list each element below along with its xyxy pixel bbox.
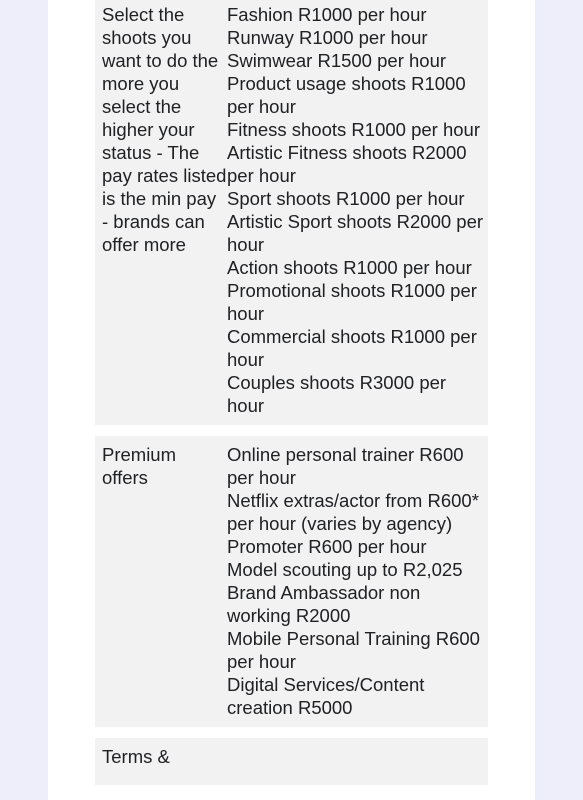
rate-item: Swimwear R1500 per hour — [227, 50, 447, 71]
table-row-shoots — [95, 0, 488, 425]
row-label: Terms & — [102, 746, 170, 767]
offer-item: Model scouting up to R2,025 — [227, 559, 463, 580]
table-row-terms — [95, 738, 488, 785]
offer-item: Online personal trainer R600 per hour — [227, 444, 464, 488]
rate-item: Product usage shoots R1000 per hour — [227, 73, 466, 117]
row-values — [227, 3, 488, 417]
row-label: Premium offers — [102, 444, 177, 488]
table-row-premium — [95, 436, 488, 727]
row-values — [227, 745, 488, 785]
offer-item: Promoter R600 per hour — [227, 536, 427, 557]
rates-table — [95, 0, 488, 785]
rate-item: Artistic Sport shoots R2000 per hour — [227, 211, 484, 255]
offer-item: Netflix extras/actor from R600* per hour (varies by agency) — [227, 490, 479, 534]
offer-item: Digital Services/Content creation R5000 — [227, 674, 425, 718]
rate-item: Sport shoots R1000 per hour — [227, 188, 465, 209]
row-values — [227, 443, 488, 719]
rate-item: Action shoots R1000 per hour — [227, 257, 472, 278]
offer-item: Mobile Personal Training R600 per hour — [227, 628, 480, 672]
rate-item: Fashion R1000 per hour — [227, 4, 427, 25]
row-label: Select the shoots you want to do the more you select the higher your status - The pay rates listed is the min pay - brands can offer more — [102, 4, 227, 255]
rate-item: Commercial shoots R1000 per hour — [227, 326, 477, 370]
rate-item: Couples shoots R3000 per hour — [227, 372, 447, 416]
rate-item: Fitness shoots R1000 per hour — [227, 119, 480, 140]
offer-item: Brand Ambassador non working R2000 — [227, 582, 421, 626]
rate-item: Promotional shoots R1000 per hour — [227, 280, 477, 324]
rate-item: Runway R1000 per hour — [227, 27, 428, 48]
rate-item: Artistic Fitness shoots R2000 per hour — [227, 142, 467, 186]
page-content — [48, 0, 535, 800]
